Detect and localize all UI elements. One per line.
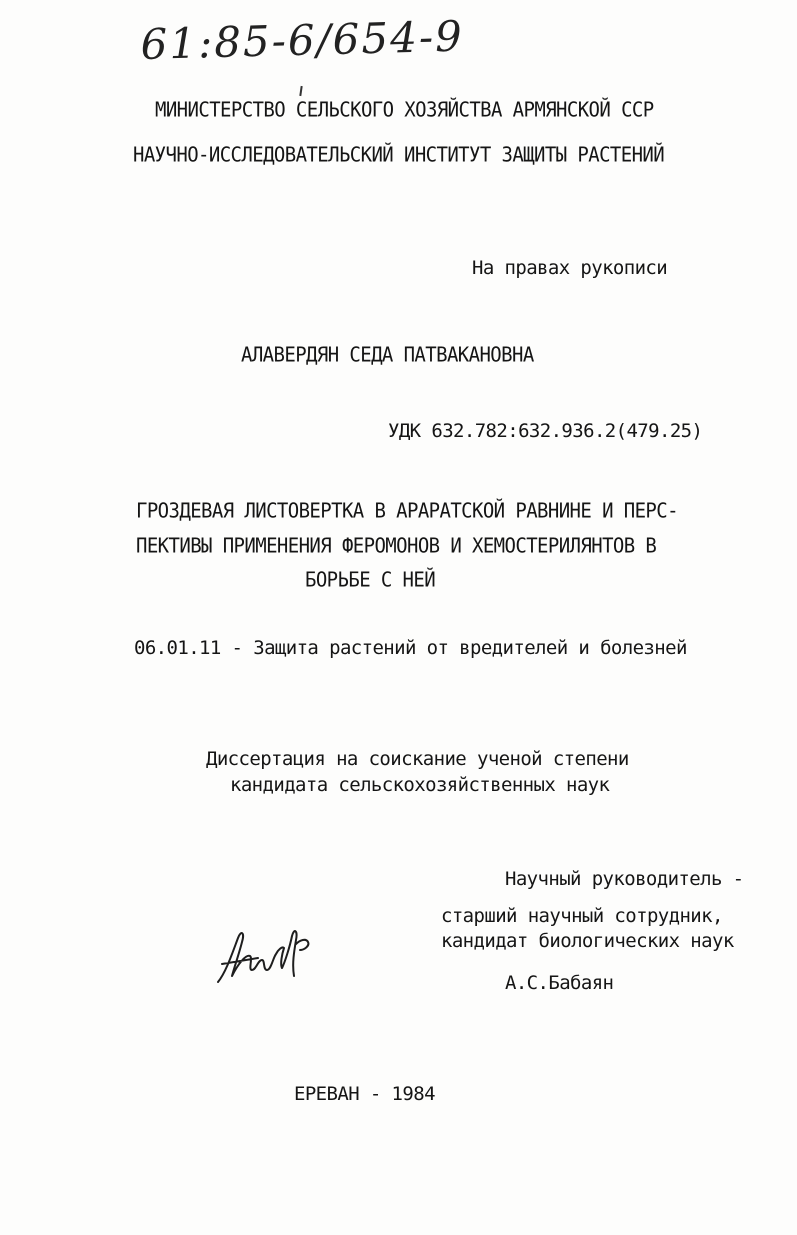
handwritten-registration-number: 61:85-6/654-9 xyxy=(140,11,465,69)
title-line-3: БОРЬБЕ С НЕЙ xyxy=(305,568,436,592)
udc-code: УДК 632.782:632.936.2(479.25) xyxy=(388,420,703,442)
institute-heading: НАУЧНО-ИССЛЕДОВАТЕЛЬСКИЙ ИНСТИТУТ ЗАЩИТЫ РАСТЕНИЙ xyxy=(133,143,665,167)
title-line-2: ПЕКТИВЫ ПРИМЕНЕНИЯ ФЕРОМОНОВ И ХЕМОСТЕРИЛЯНТОВ В xyxy=(136,534,657,558)
dissertation-line-1: Диссертация на соискание ученой степени xyxy=(206,748,629,770)
dissertation-line-2: кандидата сельскохозяйственных наук xyxy=(230,774,610,796)
title-line-1: ГРОЗДЕВАЯ ЛИСТОВЕРТКА В АРАРАТСКОЙ РАВНИНЕ И ПЕРС- xyxy=(136,499,678,523)
author-name: АЛАВЕРДЯН СЕДА ПАТВАКАНОВНА xyxy=(241,343,534,367)
city-year: ЕРЕВАН - 1984 xyxy=(294,1083,435,1105)
handwritten-tick-mark xyxy=(299,86,302,96)
author-signature xyxy=(212,924,322,994)
ministry-heading: МИНИСТЕРСТВО СЕЛЬСКОГО ХОЗЯЙСТВА АРМЯНСКОЙ ССР xyxy=(155,98,654,122)
supervisor-position: старший научный сотрудник, xyxy=(441,905,723,927)
specialty-code: 06.01.11 - Защита растений от вредителей и болезней xyxy=(134,637,687,659)
manuscript-rights-note: На правах рукописи xyxy=(472,257,668,279)
supervisor-heading: Научный руководитель - xyxy=(505,868,744,890)
supervisor-name: А.С.Бабаян xyxy=(505,972,614,994)
supervisor-degree: кандидат биологических наук xyxy=(441,930,734,952)
